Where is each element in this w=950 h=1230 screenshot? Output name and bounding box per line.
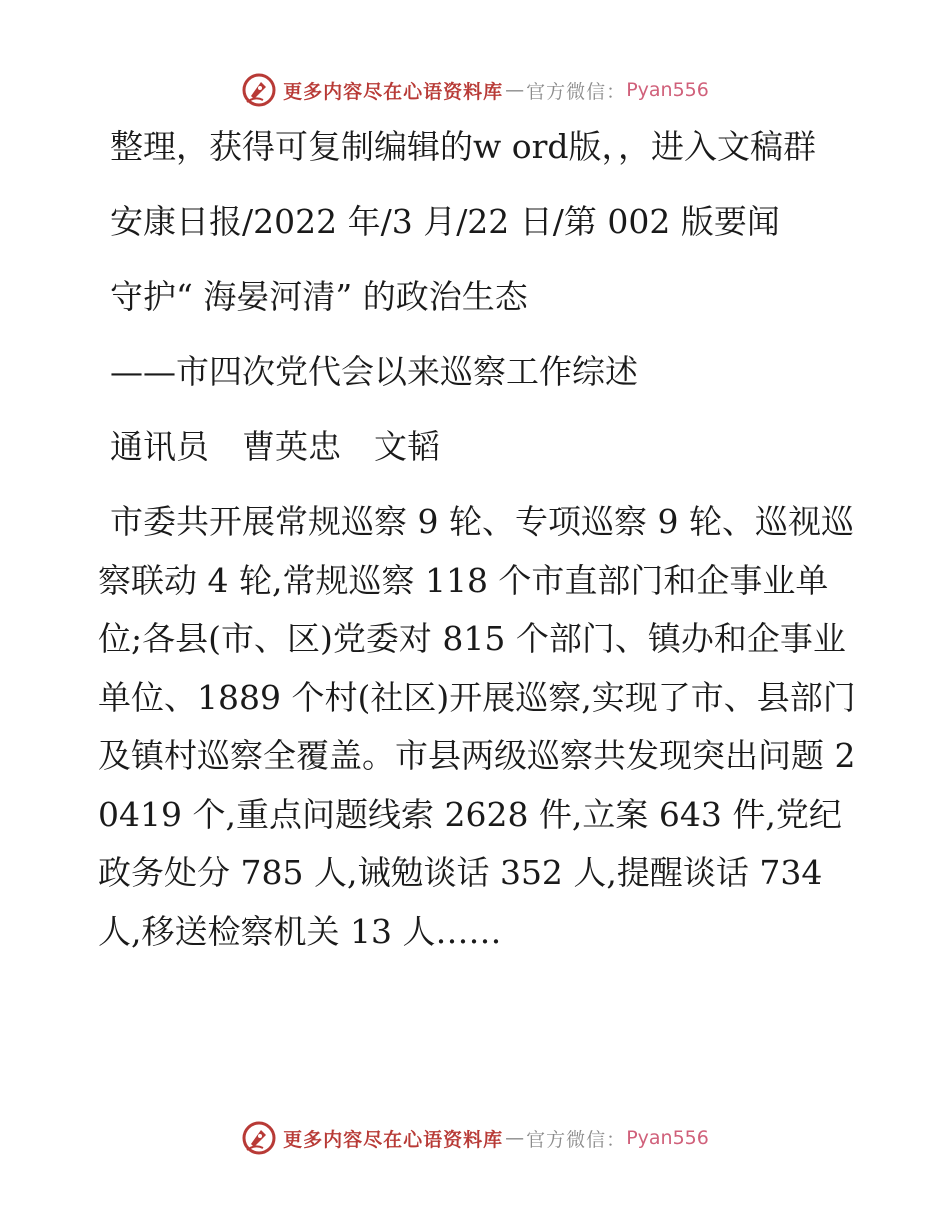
pen-nib-logo-icon (241, 72, 277, 108)
pen-nib-logo-icon (241, 1120, 277, 1156)
document-body (98, 118, 858, 978)
intro-line: 整理，获得可复制编辑的w ord版，，进入文稿群 (110, 127, 817, 166)
article-paragraph: 市委共开展常规巡察 9 轮、专项巡察 9 轮、巡视巡察联动 4 轮,常规巡察 118 个市直部门和企事业单位;各县(市、区)党委对 815 个部门、镇办和企事业单位、1889 个村(社区)开展巡察,实现了市、县部门及镇村巡察全覆盖。市县两级巡察共发现突出问题 20419 个,重点问题线索 2628 件,立案 643 件,党纪政务处分 785 人,诫勉谈话 352 人,提醒谈话 734 人,移送检察机关 13 人…… (98, 502, 856, 951)
source-line: 安康日报/2022 年/3 月/22 日/第 002 版要闻 (110, 202, 780, 241)
footer-wechat-id: Pyan556 (626, 1127, 709, 1149)
article-title: 守护“ 海晏河清” 的政治生态 (110, 277, 528, 316)
header-separator: — (505, 79, 525, 101)
article-byline: 通讯员 曹英忠 文韬 (110, 427, 440, 466)
footer-banner (0, 1118, 950, 1158)
header-site-name: 更多内容尽在心语资料库 (283, 80, 504, 103)
header-wechat-id: Pyan556 (626, 79, 709, 101)
header-wechat-label: 官方微信： (526, 80, 627, 103)
footer-wechat-label: 官方微信： (526, 1128, 627, 1151)
footer-site-name: 更多内容尽在心语资料库 (283, 1128, 504, 1151)
article-subtitle: ——市四次党代会以来巡察工作综述 (110, 352, 638, 391)
header-banner (0, 70, 950, 110)
footer-separator: — (505, 1127, 525, 1149)
